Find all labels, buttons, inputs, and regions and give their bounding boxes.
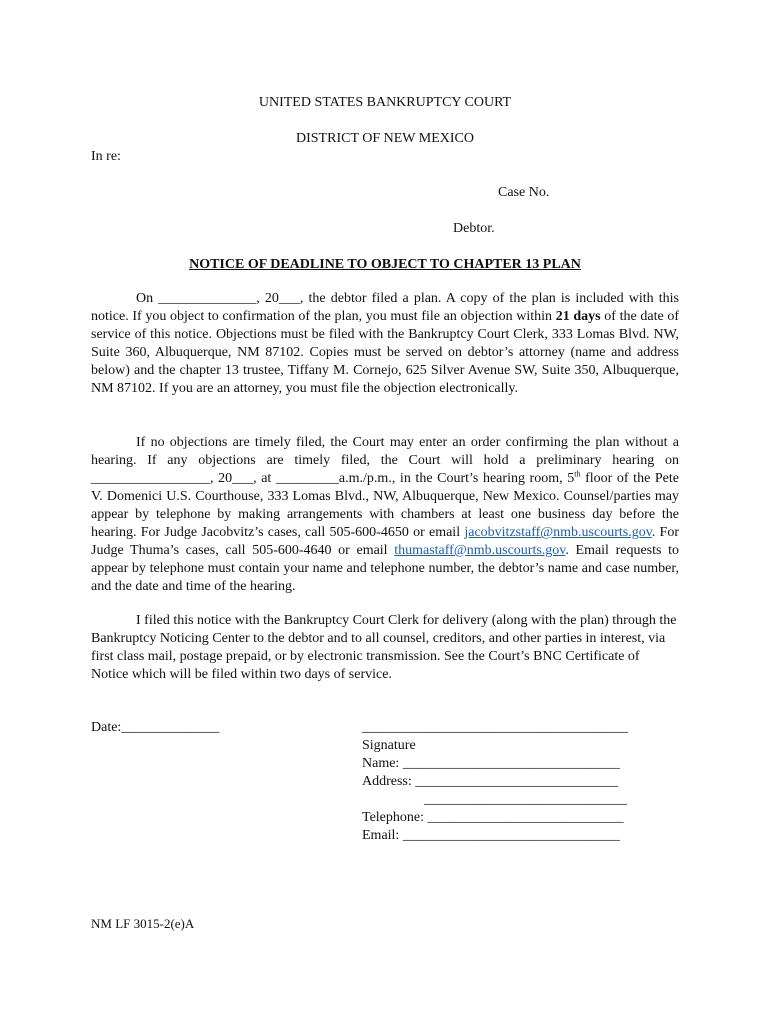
para2-text-a: If no objections are timely filed, the Court may enter an order confirming the plan without a hearing. If any objections are timely filed, the Court will hold a preliminary hearing on _________________, 20___, at _________a.m./p.m., in the Court’s hearing room, 5: [91, 435, 679, 486]
email-field: Email: _______________________________: [362, 828, 620, 843]
address-field: Address: _____________________________: [362, 774, 619, 789]
district-name: DISTRICT OF NEW MEXICO: [296, 131, 474, 146]
para1-deadline: 21 days: [555, 309, 601, 324]
paragraph-plan-filed: [91, 290, 679, 398]
telephone-field: Telephone: ____________________________: [362, 810, 624, 825]
para2-text-d: . Email requests to appear by telephone must contain your name and telephone number, the debtor’s name and case number, and the date and time of the hearing.: [91, 543, 679, 594]
para2-superscript: th: [574, 469, 581, 479]
paragraph-service: [91, 612, 679, 684]
para2-text-c: . For Judge Thuma’s cases, call 505-600-4640 or email: [91, 525, 680, 558]
in-re-label: In re:: [91, 149, 121, 164]
address-line-2: _____________________________: [424, 792, 627, 807]
thuma-email-link[interactable]: thumastaff@nmb.uscourts.gov: [394, 543, 566, 558]
court-name: UNITED STATES BANKRUPTCY COURT: [258, 95, 512, 110]
case-no-label: Case No.: [498, 185, 550, 200]
signature-label: Signature: [362, 738, 416, 753]
para1-text-a: On ______________, 20___, the debtor filed a plan. A copy of the plan is included with this notice. If you object to confirmation of the plan, you must file an objection within: [91, 291, 679, 324]
form-number: NM LF 3015-2(e)A: [91, 916, 195, 931]
para1-text-b: of the date of service of this notice. Objections must be filed with the Bankruptcy Court Clerk, 333 Lomas Blvd. NW, Suite 360, Albuquerque, NM 87102. Copies must be served on debtor’s attorney (name and address below) and the chapter 13 trustee, Tiffany M. Cornejo, 625 Silver Avenue SW, Suite 350, Albuquerque, NM 87102. If you are an attorney, you must file the objection electronically.: [91, 309, 680, 396]
name-field: Name: _______________________________: [362, 756, 620, 771]
date-field: Date:______________: [91, 720, 220, 735]
signature-line: ______________________________________: [362, 720, 628, 735]
debtor-label: Debtor.: [453, 221, 495, 236]
jacobvitz-email-link[interactable]: jacobvitzstaff@nmb.uscourts.gov: [464, 525, 652, 540]
para3-text: I filed this notice with the Bankruptcy Court Clerk for delivery (along with the plan) through the Bankruptcy Noticing Center to the debtor and to all counsel, creditors, and other parties in interest, via first class mail, postage prepaid, or by electronic transmission. See the Court’s BNC Certificate of Notice which will be filed within two days of service.: [91, 613, 677, 682]
para2-text-b: floor of the Pete V. Domenici U.S. Courthouse, 333 Lomas Blvd., NW, Albuquerque, New Mexico. Counsel/parties may appear by telephone by making arrangements with chambers at least one business day before the hearing. For Judge Jacobvitz’s cases, call 505-600-4650 or email: [91, 471, 679, 540]
notice-title: NOTICE OF DEADLINE TO OBJECT TO CHAPTER 13 PLAN: [189, 257, 581, 272]
paragraph-hearing: [91, 434, 679, 596]
